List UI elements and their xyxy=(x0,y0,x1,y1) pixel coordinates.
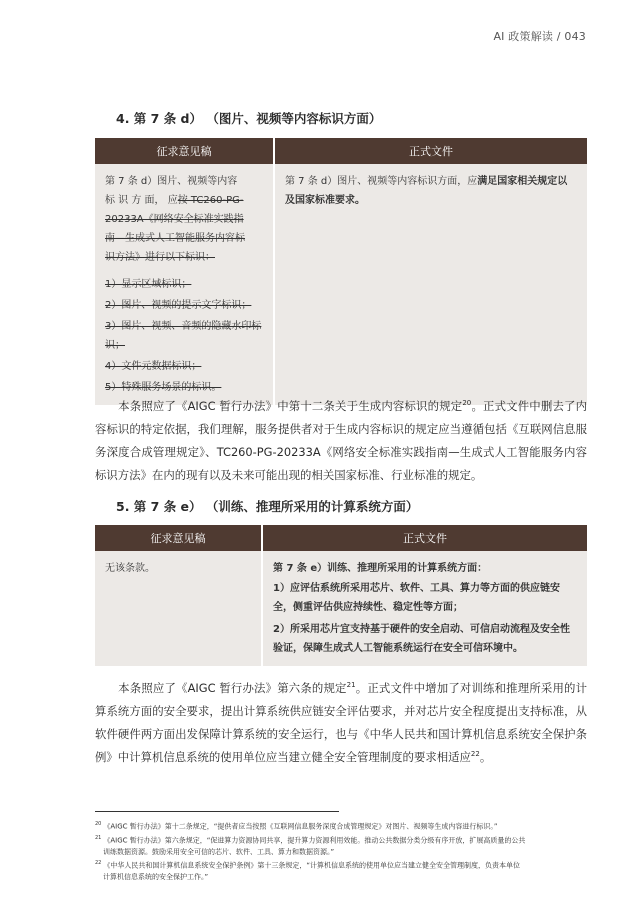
final-text-bold: 满足国家相关规定以及国家标准要求。 xyxy=(285,176,568,206)
section-5-comparison-table xyxy=(95,525,587,666)
footnote-item xyxy=(95,833,595,858)
footnotes xyxy=(95,819,595,883)
section-4-heading-number: 4. 第 7 条 d） xyxy=(116,111,202,126)
section-4-heading xyxy=(116,109,381,127)
table-4-draft-cell xyxy=(95,164,274,405)
footnote-item xyxy=(95,858,595,883)
draft-deleted-item: 1）显示区域标识； xyxy=(105,279,192,290)
table-4-header-final: 正式文件 xyxy=(274,138,587,164)
draft-deleted-item: 2）图片、视频的提示文字标识； xyxy=(105,300,252,311)
footnote-number: 22 xyxy=(95,860,102,867)
paragraph-analysis-4 xyxy=(95,395,587,487)
draft-line: 第 7 条 d）图片、视频等内容 xyxy=(105,176,238,187)
table-4-final-cell xyxy=(274,164,587,408)
footnote-text: 《中华人民共和国计算机信息系统安全保护条例》第十三条规定，“计算机信息系统的使用单位应当建立健全安全管理制度，负责本单位 xyxy=(103,861,520,870)
draft-deleted-line: 20233A《网络安全标准实践指 xyxy=(105,214,244,225)
table-5-header-final: 正式文件 xyxy=(262,525,587,551)
para-text: 本条照应了《AIGC 暂行办法》第六条的规定 xyxy=(118,681,347,695)
table-4-header-draft: 征求意见稿 xyxy=(95,138,274,164)
draft-deleted-item: 5）特殊服务场景的标识。 xyxy=(105,382,222,393)
section-5-heading xyxy=(116,497,418,515)
footnote-ref: 20 xyxy=(462,399,472,408)
para-text: 。正式文件中增加了对训练和推理所采用的计算系统方面的安全要求，提出计算系统供应链安全评估要求，并对芯片安全程度提出支持标准，从软件硬件两方面出发保障计算系统的安全运行，也与《中华人民共和国计算机信息系统安全保护条例》中计算机信息系统的使用单位应当建立健全安全管理制度的要求相适应 xyxy=(95,681,587,764)
final-item: 1）应评估系统所采用芯片、软件、工具、算力等方面的供应链安全，侧重评估供应持续性、稳定性等方面； xyxy=(273,583,560,613)
table-5-header-draft: 征求意见稿 xyxy=(95,525,262,551)
footnote-number: 20 xyxy=(95,821,102,827)
final-title: 第 7 条 e）训练、推理所采用的计算系统方面： xyxy=(273,563,488,574)
section-4-heading-subtitle: （图片、视频等内容标识方面） xyxy=(206,111,382,126)
paragraph-analysis-5 xyxy=(95,677,587,769)
draft-deleted-item: 3）图片、视频、音频的隐藏水印标识； xyxy=(105,321,262,351)
table-5-final-cell xyxy=(262,551,587,666)
draft-line: 标 识 方 面， 应 xyxy=(105,195,178,206)
footnote-text: 《AIGC 暂行办法》第六条规定，“促进算力资源协同共享，提升算力资源利用效能。推动公共数据分类分级有序开放，扩展高质量的公共 xyxy=(103,836,526,845)
section-5-heading-subtitle: （训练、推理所采用的计算系统方面） xyxy=(205,499,419,514)
draft-deleted-line: 识方法》进行以下标识： xyxy=(105,252,215,263)
footnote-divider xyxy=(95,811,339,812)
footnote-number: 21 xyxy=(95,834,102,841)
draft-deleted-line: 按 TC260-PG- xyxy=(177,195,244,206)
final-item: 2）所采用芯片宜支持基于硬件的安全启动、可信启动流程及安全性验证，保障生成式人工智能系统运行在安全可信环境中。 xyxy=(273,624,570,654)
draft-deleted-item: 4）文件元数据标识； xyxy=(105,361,202,372)
para-text: 。正式文件中删去了内容标识的特定依据，我们理解，服务提供者对于生成内容标识的规定应当遵循包括《互联网信息服务深度合成管理规定》、TC260-PG-20233A《网络安全标准实践指南—生成式人工智能服务内容标识方法》在内的现有以及未来可能出现的相关国家标准、行业标准的规定。 xyxy=(95,399,587,482)
footnote-text: 《AIGC 暂行办法》第十二条规定，“提供者应当按照《互联网信息服务深度合成管理规定》对图片、视频等生成内容进行标识。” xyxy=(103,822,498,831)
footnote-continuation: 训练数据资源。鼓励采用安全可信的芯片、软件、工具、算力和数据资源。” xyxy=(103,847,335,856)
footnote-ref: 22 xyxy=(470,750,480,759)
section-5-heading-number: 5. 第 7 条 e） xyxy=(116,499,202,514)
para-text: 。 xyxy=(479,750,492,764)
draft-text: 无该条款。 xyxy=(105,563,155,574)
final-text: 第 7 条 d）图片、视频等内容标识方面，应 xyxy=(285,176,478,187)
draft-deleted-line: 南—生成式人工智能服务内容标 xyxy=(105,233,245,244)
table-5-draft-cell xyxy=(95,551,262,666)
para-text: 本条照应了《AIGC 暂行办法》中第十二条关于生成内容标识的规定 xyxy=(118,399,463,413)
footnote-continuation: 计算机信息系统的安全保护工作。” xyxy=(103,872,209,881)
footnote-item xyxy=(95,819,595,833)
footnote-ref: 21 xyxy=(346,681,356,690)
page-header: AI 政策解读 / 043 xyxy=(493,30,586,43)
